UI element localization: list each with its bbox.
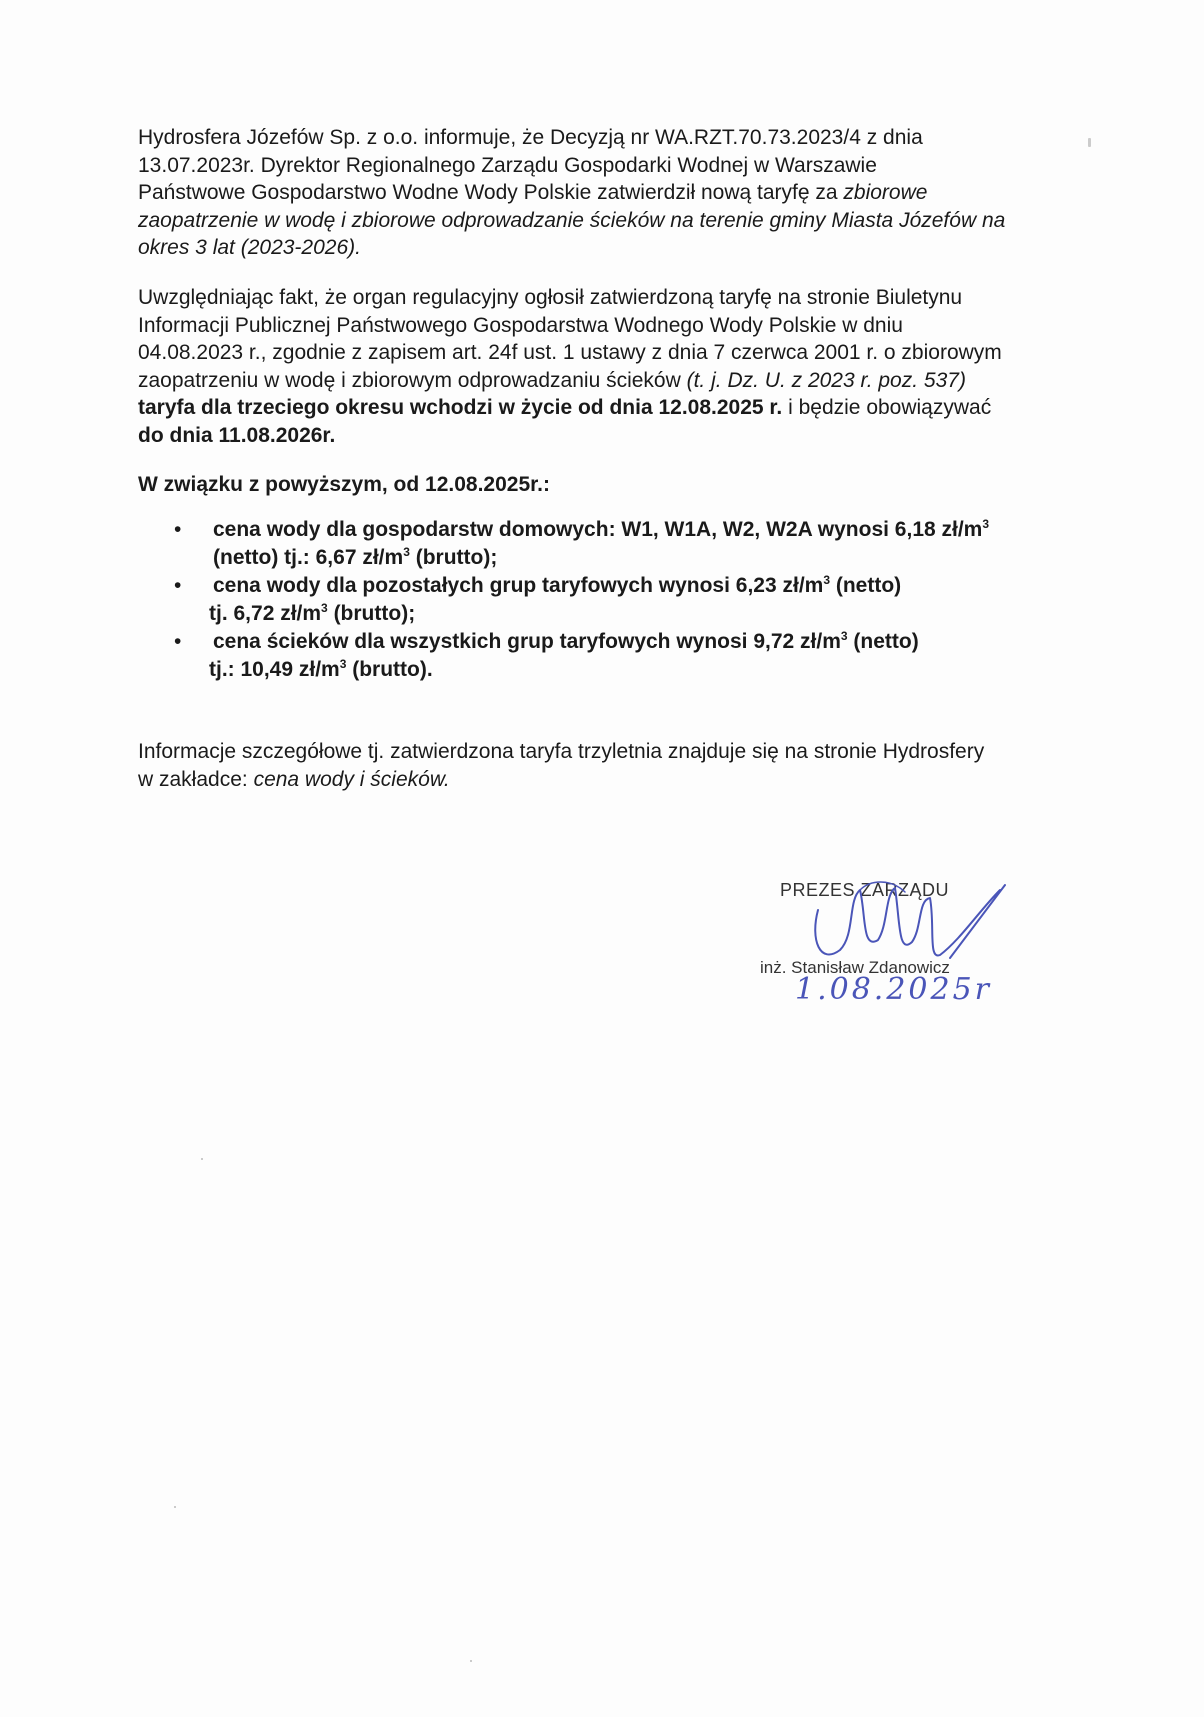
p2-line-6 [138,422,1076,450]
p2-line-5-bold: taryfa dla trzeciego okresu wchodzi w życie od dnia 12.08.2025 r. [138,396,783,419]
p2-line-4-text: zaopatrzeniu w wodę i zbiorowym odprowadzaniu ścieków [138,368,687,392]
p4-line-2 [138,766,1076,794]
paragraph-heading [138,471,1076,499]
p2-line-2: Informacji Publicznej Państwowego Gospodarstwa Wodnego Wody Polskie w dniu [138,313,903,337]
p1-line-3-text: Państwowe Gospodarstwo Wodne Wody Polskie zatwierdził nową taryfę za [138,181,844,204]
item-3-line-2 [209,656,1076,684]
p1-line-2: 13.07.2023r. Dyrektor Regionalnego Zarządu Gospodarki Wodnej w Warszawie [138,153,877,177]
p2-line-5 [138,394,1076,422]
p4-line-2-italic: cena wody i ścieków. [253,767,450,791]
signature-block [760,880,1060,1010]
item-1-text-c: (brutto); [409,546,498,569]
item-2-text-d: (brutto); [327,602,416,625]
p2-line-5-text: i będzie obowiązywać [782,396,992,419]
item-3-text: cena ścieków dla wszystkich grup taryfowych wynosi 9,72 zł/m [213,630,841,653]
bullet-icon: • [174,518,182,541]
p2-line-4-italic: (t. j. Dz. U. z 2023 r. poz. 537) [686,368,966,392]
price-list [138,516,1076,684]
p1-line-1: Hydrosfera Józefów Sp. z o.o. informuje, że Decyzją nr WA.RZT.70.73.2023/4 z dnia [138,126,923,149]
list-item [138,572,1076,628]
list-item [138,628,1076,684]
item-3-text-b: (netto) [847,630,919,653]
p1-line-3-italic: zbiorowe [843,181,928,204]
p1-line-5-italic: okres 3 lat (2023-2026). [138,236,361,259]
item-3-text-d: (brutto). [346,658,433,681]
superscript: 3 [823,573,831,587]
paragraph-publication [138,284,1076,449]
superscript: 3 [403,545,410,559]
signature-title: PREZES ZARZĄDU [780,880,950,900]
scan-speck [201,1158,203,1160]
scan-speck [470,1660,472,1662]
item-2-line-2 [209,600,1076,628]
p1-line-5 [138,234,1076,262]
item-2-text-b: (netto) [830,574,902,597]
list-item [138,516,1076,572]
item-1-text-b: (netto) tj.: 6,67 zł/m [213,546,404,569]
signatory-name: inż. Stanisław Zdanowicz [760,958,950,977]
item-2-text-c: tj. 6,72 zł/m [209,602,322,625]
section-heading: W związku z powyższym, od 12.08.2025r.: [138,473,550,496]
p2-line-6-bold: do dnia 11.08.2026r. [138,423,336,447]
bullet-icon: • [174,574,182,597]
scan-speck [174,1506,176,1508]
p2-line-3: 04.08.2023 r., zgodnie z zapisem art. 24f ust. 1 ustawy z dnia 7 czerwca 2001 r. o zbiorowym [138,341,1002,364]
item-2-line-1 [213,572,1076,600]
p2-line-4 [138,367,1076,395]
scan-speck [1088,138,1091,147]
p1-line-4 [138,207,1076,235]
item-3-line-1 [213,628,1076,656]
item-1-line-2 [213,544,1076,572]
paragraph-decision [138,124,1076,262]
handwritten-date: 1.08.2025r [795,972,993,1007]
p1-line-4-italic: zaopatrzenie w wodę i zbiorowe odprowadzanie ścieków na terenie gminy Miasta Józefów na [138,208,1006,232]
superscript: 3 [321,601,328,615]
p2-line-1: Uwzględniając fakt, że organ regulacyjny ogłosił zatwierdzoną taryfę na stronie Biuletynu [138,286,963,309]
paragraph-details [138,738,1076,793]
p1-line-3 [138,179,1076,207]
superscript: 3 [339,657,347,671]
superscript: 3 [982,517,990,531]
p4-line-1: Informacje szczegółowe tj. zatwierdzona taryfa trzyletnia znajduje się na stronie Hydrosfery [138,740,985,763]
item-1-line-1 [213,516,1076,544]
item-3-text-c: tj.: 10,49 zł/m [209,658,340,681]
bullet-icon: • [174,630,182,653]
superscript: 3 [840,629,848,643]
item-1-text: cena wody dla gospodarstw domowych: W1, W1A, W2, W2A wynosi 6,18 zł/m [213,518,983,541]
item-2-text: cena wody dla pozostałych grup taryfowych wynosi 6,23 zł/m [213,574,824,597]
p4-line-2-text: w zakładce: [138,767,254,791]
